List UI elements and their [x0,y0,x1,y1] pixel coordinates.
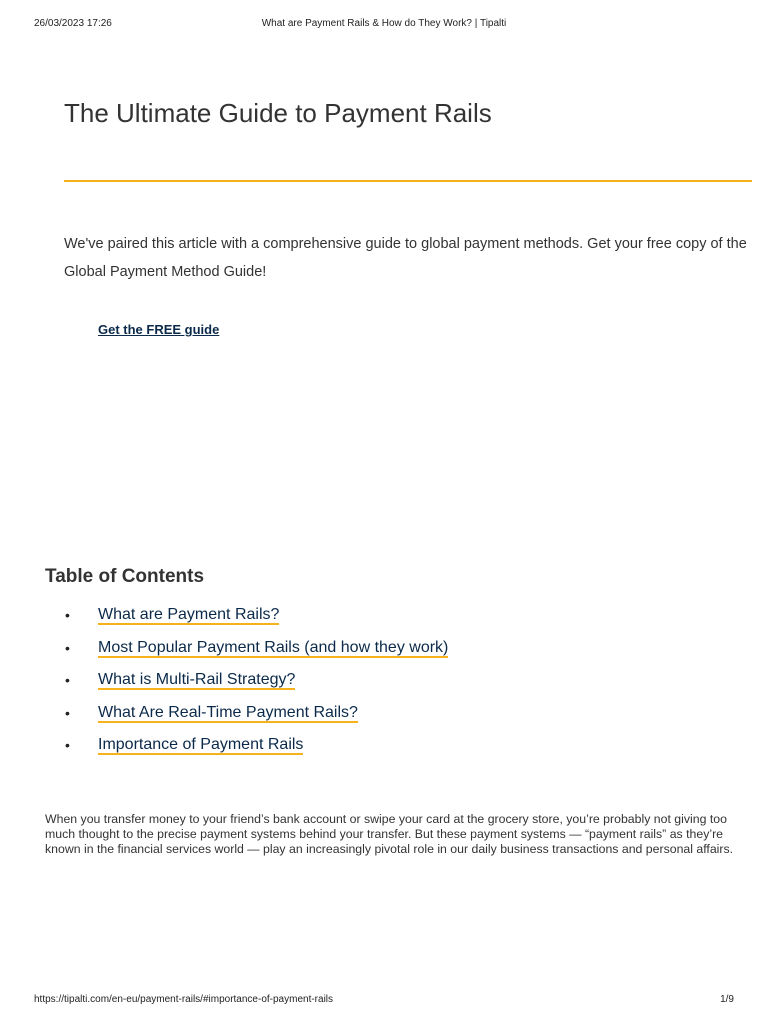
toc-list [45,604,448,767]
get-free-guide-link[interactable]: Get the FREE guide [98,322,220,337]
print-doc-title: What are Payment Rails & How do They Work? | Tipalti [261,18,507,29]
print-datetime: 26/03/2023 17:26 [34,18,112,29]
bullet-icon: • [65,607,70,623]
bullet-icon: • [65,672,70,688]
page-title: The Ultimate Guide to Payment Rails [64,98,492,128]
bullet-icon: • [65,639,70,656]
intro-paragraph: We've paired this article with a comprehensive guide to global payment methods. Get your free copy of the Global Payment Method Guide! [64,236,747,280]
body-paragraph: When you transfer money to your friend’s bank account or swipe your card at the grocery store, you’re probably not giving too much thought to the precise payment systems behind your transfer. But these payment systems — “payment rails” as they’re known in the financial services world — play an increasingly pivotal role in our daily business transactions and personal affairs. [45,812,734,856]
toc-item [45,669,448,702]
toc-link-most-popular-payment-rails[interactable]: Most Popular Payment Rails (and how they work) [98,638,449,656]
toc-link-importance-of-payment-rails[interactable]: Importance of Payment Rails [98,736,304,753]
bullet-icon: • [65,737,70,753]
toc-item [45,604,448,637]
toc-item [45,734,448,767]
toc-link-multi-rail-strategy[interactable]: What is Multi-Rail Strategy? [98,671,296,688]
toc-link-what-are-payment-rails[interactable]: What are Payment Rails? [98,606,280,623]
print-header [0,18,768,32]
toc-item [45,637,448,670]
toc-heading: Table of Contents [45,566,205,587]
print-footer [0,994,768,1008]
bullet-icon: • [65,704,70,721]
toc-item [45,702,448,735]
print-url: https://tipalti.com/en-eu/payment-rails/#importance-of-payment-rails [34,994,334,1005]
toc-link-real-time-payment-rails[interactable]: What Are Real-Time Payment Rails? [98,703,358,721]
title-divider [64,180,752,182]
page-number: 1/9 [720,994,734,1005]
